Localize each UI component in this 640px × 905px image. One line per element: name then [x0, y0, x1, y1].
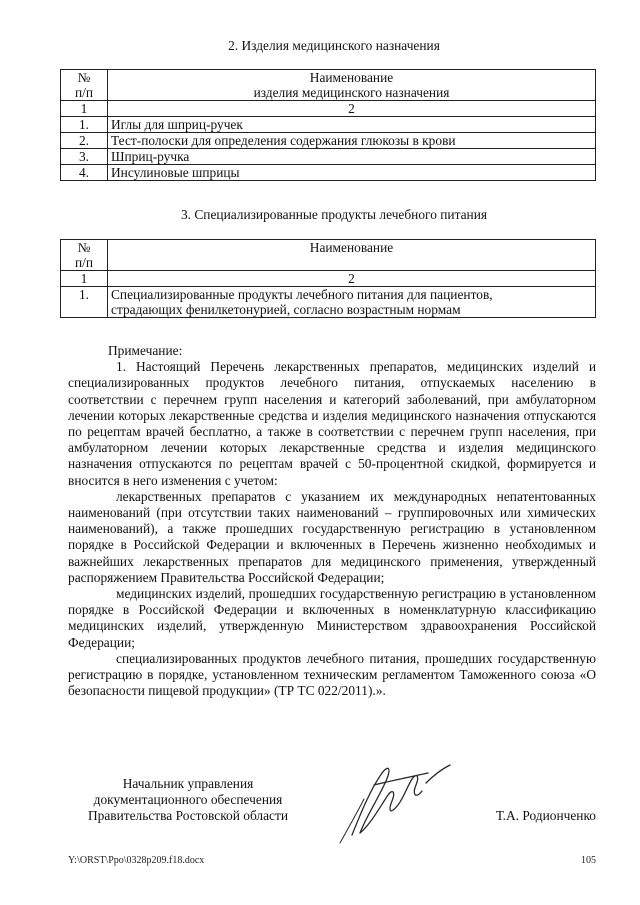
table-header-row [61, 70, 596, 101]
handwritten-signature [330, 755, 460, 847]
section-2-title: 2. Изделия медицинского назначения [228, 38, 440, 53]
note-paragraph: специализированных продуктов лечебного питания, прошедших государственную регистрацию в порядке, установленном техническим регламентом Таможенного союза «О безопасности пищевой продукции» (ТР ТС 022/2011).». [68, 650, 596, 699]
table-header-row [61, 240, 596, 271]
notes-label: Примечание: [108, 343, 183, 358]
signatory-name: Т.А. Родионченко [495, 808, 596, 823]
header-name-cell: Наименование [108, 240, 596, 271]
header-name-cell: Наименование изделия медицинского назначения [108, 70, 596, 101]
note-paragraph: 1. Настоящий Перечень лекарственных препаратов, медицинских изделий и специализированных продуктов лечебного питания, отпускаемых населению в соответствии с перечнем групп населения и категорий заболеваний, при амбулаторном лечении которых лекарственные средства и изделия медицинского назначения отпускаются по рецептам врачей бесплатно, а также в соответствии с перечнем групп населения, при амбулаторном лечении которых лекарственные средства и изделия медицинского назначения отпускаются по рецептам врачей с 50-процентной скидкой, формируется и вносится в него изменения с учетом: [68, 359, 596, 488]
file-path: Y:\ORST\Ppo\0328p209.f18.docx [68, 855, 205, 866]
header-num-cell: № п/п [61, 70, 108, 101]
signatory-position: Начальник управления документационного обеспечения Правительства Ростовской области [87, 776, 289, 824]
page-number: 105 [581, 855, 596, 866]
table-index-row: 1 2 [61, 271, 596, 287]
table-row: 1. Иглы для шприц-ручек [61, 117, 596, 133]
section-3-title: 3. Специализированные продукты лечебного питания [180, 207, 488, 222]
table-row: 1. Специализированные продукты лечебного питания для пациентов, страдающих фенилкетонурией, согласно возрастным нормам [61, 287, 596, 318]
notes-block [68, 343, 596, 699]
note-paragraph: медицинских изделий, прошедших государственную регистрацию в установленном порядке в Российской Федерации и включенных в номенклатурную классификацию медицинских изделий, утвержденную Министерством здравоохранения Российской Федерации; [68, 586, 596, 650]
nutrition-products-table [60, 239, 596, 318]
table-row: 3. Шприц-ручка [61, 149, 596, 165]
table-row: 2. Тест-полоски для определения содержания глюкозы в крови [61, 133, 596, 149]
table-index-row: 1 2 [61, 101, 596, 117]
header-num-cell: № п/п [61, 240, 108, 271]
note-paragraph: лекарственных препаратов с указанием их международных непатентованных наименований (при отсутствии таких наименований – группировочных или химических наименований), а также прошедших государственную регистрацию в установленном порядке в Российской Федерации и включенных в Перечень жизненно необходимых и важнейших лекарственных препаратов для медицинского применения, утвержденный распоряжением Правительства Российской Федерации; [68, 488, 596, 585]
medical-devices-table [60, 69, 596, 181]
table-row: 4. Инсулиновые шприцы [61, 165, 596, 181]
